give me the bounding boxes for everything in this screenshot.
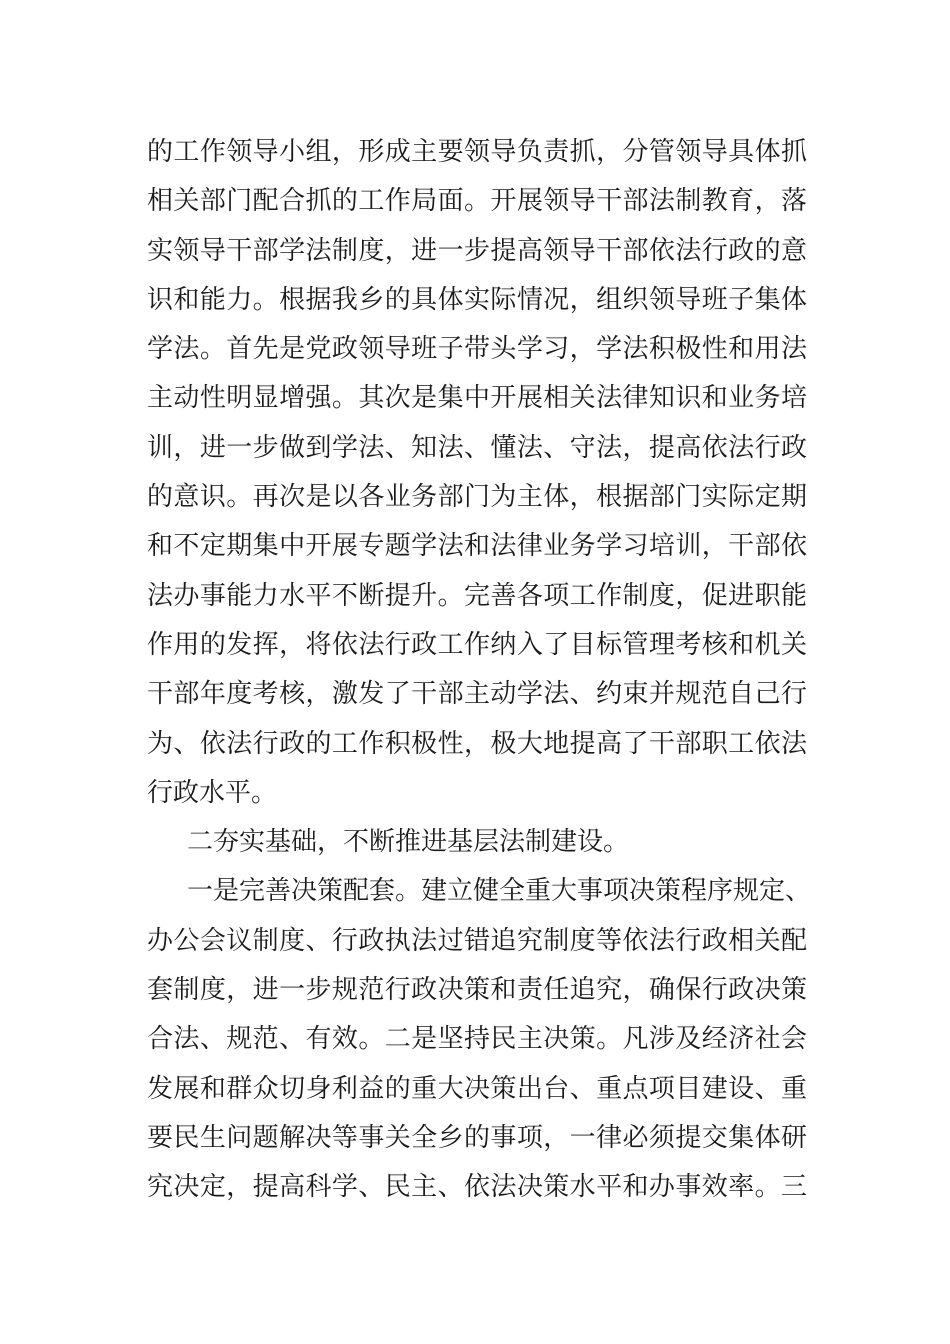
text-line: 和不定期集中开展专题学法和法律业务学习培训，干部依 (147, 531, 807, 562)
text-line: 识和能力。根据我乡的具体实际情况，组织领导班子集体 (147, 284, 807, 315)
text-line: 法办事能力水平不断提升。完善各项工作制度，促进职能 (147, 580, 807, 611)
text-line: 合法、规范、有效。二是坚持民主决策。凡涉及经济社会 (147, 1024, 807, 1055)
text-line: 实领导干部学法制度，进一步提高领导干部依法行政的意 (147, 235, 807, 266)
text-line: 主动性明显增强。其次是集中开展相关法律知识和业务培 (147, 383, 807, 414)
text-line: 办公会议制度、行政执法过错追究制度等依法行政相关配 (147, 925, 807, 956)
text-line: 一是完善决策配套。建立健全重大事项决策程序规定、 (187, 876, 812, 907)
text-line: 为、依法行政的工作积极性，极大地提高了干部职工依法 (147, 728, 807, 759)
text-line: 套制度，进一步规范行政决策和责任追究，确保行政决策 (147, 975, 807, 1006)
text-line: 的意识。再次是以各业务部门为主体，根据部门实际定期 (147, 482, 807, 513)
text-line: 要民生问题解决等事关全乡的事项，一律必须提交集体研 (147, 1122, 807, 1153)
text-line: 学法。首先是党政领导班子带头学习，学法积极性和用法 (147, 334, 807, 365)
section-heading: 二夯实基础，不断推进基层法制建设。 (187, 827, 630, 858)
body-text (147, 128, 812, 1213)
text-line: 相关部门配合抓的工作局面。开展领导干部法制教育，落 (147, 186, 807, 217)
text-line: 训，进一步做到学法、知法、懂法、守法，提高依法行政 (147, 432, 807, 463)
text-line: 发展和群众切身利益的重大决策出台、重点项目建设、重 (147, 1073, 807, 1104)
text-line: 干部年度考核，激发了干部主动学法、约束并规范自己行 (147, 679, 807, 710)
text-line: 的工作领导小组，形成主要领导负责抓，分管领导具体抓 (147, 137, 807, 167)
text-line: 行政水平。 (147, 777, 278, 808)
text-line: 作用的发挥，将依法行政工作纳入了目标管理考核和机关 (147, 629, 807, 660)
text-line: 究决定，提高科学、民主、依法决策水平和办事效率。三 (147, 1172, 807, 1203)
